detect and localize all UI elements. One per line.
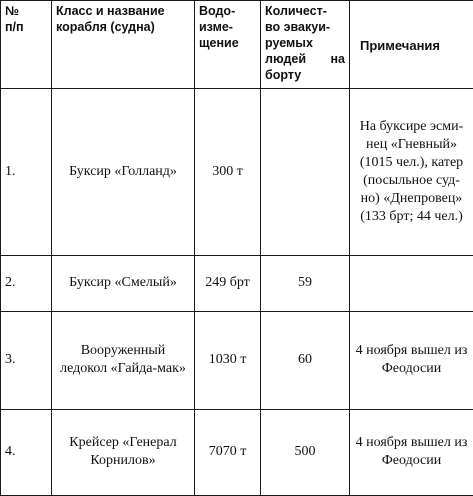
ship-name: Буксир «Голланд»: [52, 89, 195, 256]
header-number-line: №: [5, 4, 19, 18]
notes: [350, 256, 473, 311]
header-evacuated-line: людей на: [265, 52, 345, 66]
evacuated-count: 500: [261, 409, 350, 495]
table-row: [1, 311, 473, 409]
header-number: [1, 1, 52, 89]
row-number: 2.: [1, 256, 52, 311]
header-displacement-line: изме-: [199, 20, 233, 34]
evacuated-count: 59: [261, 256, 350, 311]
table-row: [1, 409, 473, 495]
header-displacement: [195, 1, 261, 89]
evacuated-count: 60: [261, 311, 350, 409]
header-evacuated-line: руемых: [265, 36, 313, 50]
header-evacuated: [261, 1, 350, 89]
header-number-line: п/п: [5, 20, 24, 34]
header-evacuated-line: Количест-: [265, 4, 327, 18]
notes: На буксире эсми-нец «Гневный» (1015 чел.), катер (посыльное суд-но) «Днепровец» (133 брт; 44 чел.): [350, 89, 473, 256]
header-evacuated-line: борту: [265, 68, 302, 82]
ship-name: Вооруженный ледокол «Гайда-мак»: [52, 311, 195, 409]
header-row: [1, 1, 473, 89]
displacement: 249 брт: [195, 256, 261, 311]
notes: 4 ноября вышел из Феодосии: [350, 409, 473, 495]
table-row: [1, 256, 473, 311]
table-row: [1, 89, 473, 256]
header-displacement-line: Водо-: [199, 4, 236, 18]
header-notes: Примечания: [350, 1, 473, 89]
notes: 4 ноября вышел из Феодосии: [350, 311, 473, 409]
evacuated-count: [261, 89, 350, 256]
header-ship: [52, 1, 195, 89]
row-number: 4.: [1, 409, 52, 495]
row-number: 1.: [1, 89, 52, 256]
displacement: 1030 т: [195, 311, 261, 409]
displacement: 300 т: [195, 89, 261, 256]
header-ship-line: корабля (судна): [56, 20, 155, 34]
ship-name: Крейсер «Генерал Корнилов»: [52, 409, 195, 495]
header-displacement-line: щение: [199, 36, 239, 50]
header-evacuated-line: во эвакуи-: [265, 20, 331, 34]
ship-name: Буксир «Смелый»: [52, 256, 195, 311]
displacement: 7070 т: [195, 409, 261, 495]
header-ship-line: Класс и название: [56, 4, 165, 18]
row-number: 3.: [1, 311, 52, 409]
